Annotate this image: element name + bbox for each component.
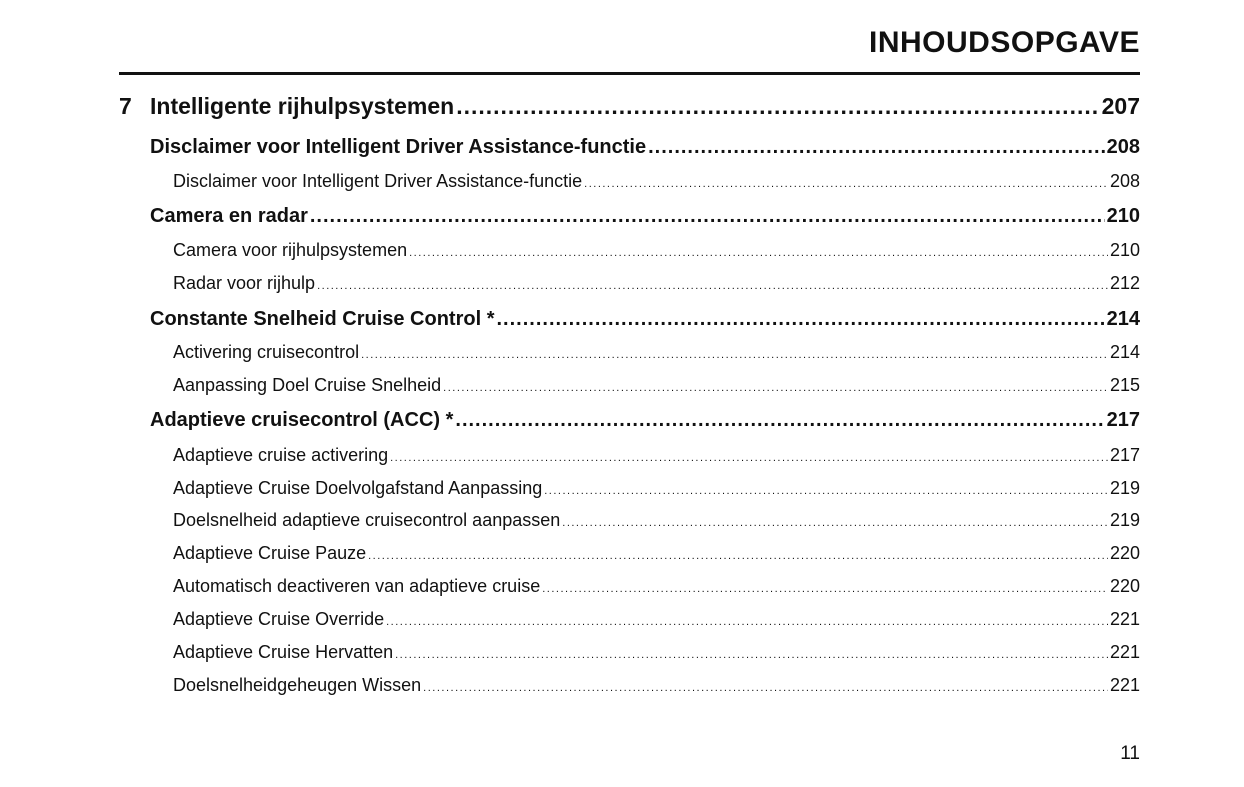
toc-subentry[interactable]: [173, 342, 1140, 363]
toc-entry-label: Adaptieve Cruise Pauze: [173, 543, 367, 563]
toc-subentry[interactable]: [173, 543, 1140, 564]
dot-leader: [386, 609, 1108, 630]
dot-leader: [455, 409, 1104, 432]
toc-page-number: 210: [1106, 205, 1140, 227]
dot-leader: [409, 240, 1108, 261]
dot-leader: [496, 308, 1104, 331]
page-number: 11: [1120, 743, 1140, 764]
toc-subentry[interactable]: [173, 510, 1140, 531]
toc-entry-label: Automatisch deactiveren van adaptieve cruise: [173, 576, 541, 596]
toc-section-entry[interactable]: [150, 308, 1140, 331]
toc-section-entry[interactable]: [150, 136, 1140, 159]
dot-leader: [395, 642, 1108, 663]
toc-page-number: 207: [1101, 93, 1140, 119]
toc-section-entry[interactable]: [150, 205, 1140, 228]
toc-page-number: 217: [1106, 409, 1140, 431]
toc-entry-label: Activering cruisecontrol: [173, 342, 360, 362]
toc-section-entry[interactable]: [150, 409, 1140, 432]
toc-entry-label: Doelsnelheid adaptieve cruisecontrol aanpassen: [173, 510, 561, 530]
dot-leader: [361, 342, 1108, 363]
toc-entry-label: Adaptieve Cruise Hervatten: [173, 642, 394, 662]
toc-entry-label: Camera voor rijhulpsystemen: [173, 240, 408, 260]
dot-leader: [456, 93, 1099, 120]
dot-leader: [443, 375, 1108, 396]
chapter-number: 7: [119, 93, 132, 119]
toc-page-number: 221: [1109, 642, 1140, 662]
toc-entry-label: Adaptieve Cruise Doelvolgafstand Aanpassing: [173, 478, 543, 498]
toc-chapter-label: [119, 93, 454, 120]
dot-leader: [390, 445, 1108, 466]
page-title: INHOUDSOPGAVE: [869, 26, 1140, 59]
toc-page-number: 219: [1109, 478, 1140, 498]
toc-page-number: 212: [1109, 273, 1140, 293]
toc-page-number: 221: [1109, 609, 1140, 629]
toc-entry-label: Radar voor rijhulp: [173, 273, 316, 293]
toc-subentry[interactable]: [173, 642, 1140, 663]
toc-subentry[interactable]: [173, 609, 1140, 630]
dot-leader: [648, 136, 1105, 159]
toc-page-number: 215: [1109, 375, 1140, 395]
toc-entry-label: Adaptieve cruise activering: [173, 445, 389, 465]
toc-subentry[interactable]: [173, 445, 1140, 466]
toc-entry-label: Adaptieve Cruise Override: [173, 609, 385, 629]
toc-subentry[interactable]: [173, 171, 1140, 192]
dot-leader: [542, 576, 1108, 597]
toc-subentry[interactable]: [173, 375, 1140, 396]
toc-page-number: 220: [1109, 543, 1140, 563]
toc-page-number: 221: [1109, 675, 1140, 695]
toc-subentry[interactable]: [173, 675, 1140, 696]
toc-entry-label: Disclaimer voor Intelligent Driver Assistance-functie: [150, 136, 647, 158]
toc-page-number: 214: [1109, 342, 1140, 362]
dot-leader: [310, 205, 1105, 228]
toc-entry-label: Adaptieve cruisecontrol (ACC) *: [150, 409, 454, 431]
toc-page-number: 217: [1109, 445, 1140, 465]
dot-leader: [317, 273, 1108, 294]
toc-chapter-entry[interactable]: [119, 93, 1140, 120]
toc-subentry[interactable]: [173, 273, 1140, 294]
toc-page-number: 214: [1106, 308, 1140, 330]
toc-subentry[interactable]: [173, 240, 1140, 261]
toc-page-number: 208: [1109, 171, 1140, 191]
dot-leader: [368, 543, 1108, 564]
toc-entry-label: Camera en radar: [150, 205, 308, 227]
chapter-title: Intelligente rijhulpsystemen: [150, 93, 455, 119]
dot-leader: [544, 478, 1108, 499]
toc-page-number: 210: [1109, 240, 1140, 260]
toc-subentry[interactable]: [173, 478, 1140, 499]
toc-entry-label: Disclaimer voor Intelligent Driver Assistance-functie: [173, 171, 583, 191]
toc-entry-label: Constante Snelheid Cruise Control *: [150, 308, 495, 330]
toc-page-number: 219: [1109, 510, 1140, 530]
dot-leader: [562, 510, 1108, 531]
toc-page-number: 208: [1106, 136, 1140, 158]
dot-leader: [423, 675, 1108, 696]
toc-entry-label: Aanpassing Doel Cruise Snelheid: [173, 375, 442, 395]
dot-leader: [584, 171, 1108, 192]
toc-page-number: 220: [1109, 576, 1140, 596]
toc-entry-label: Doelsnelheidgeheugen Wissen: [173, 675, 422, 695]
toc-subentry[interactable]: [173, 576, 1140, 597]
